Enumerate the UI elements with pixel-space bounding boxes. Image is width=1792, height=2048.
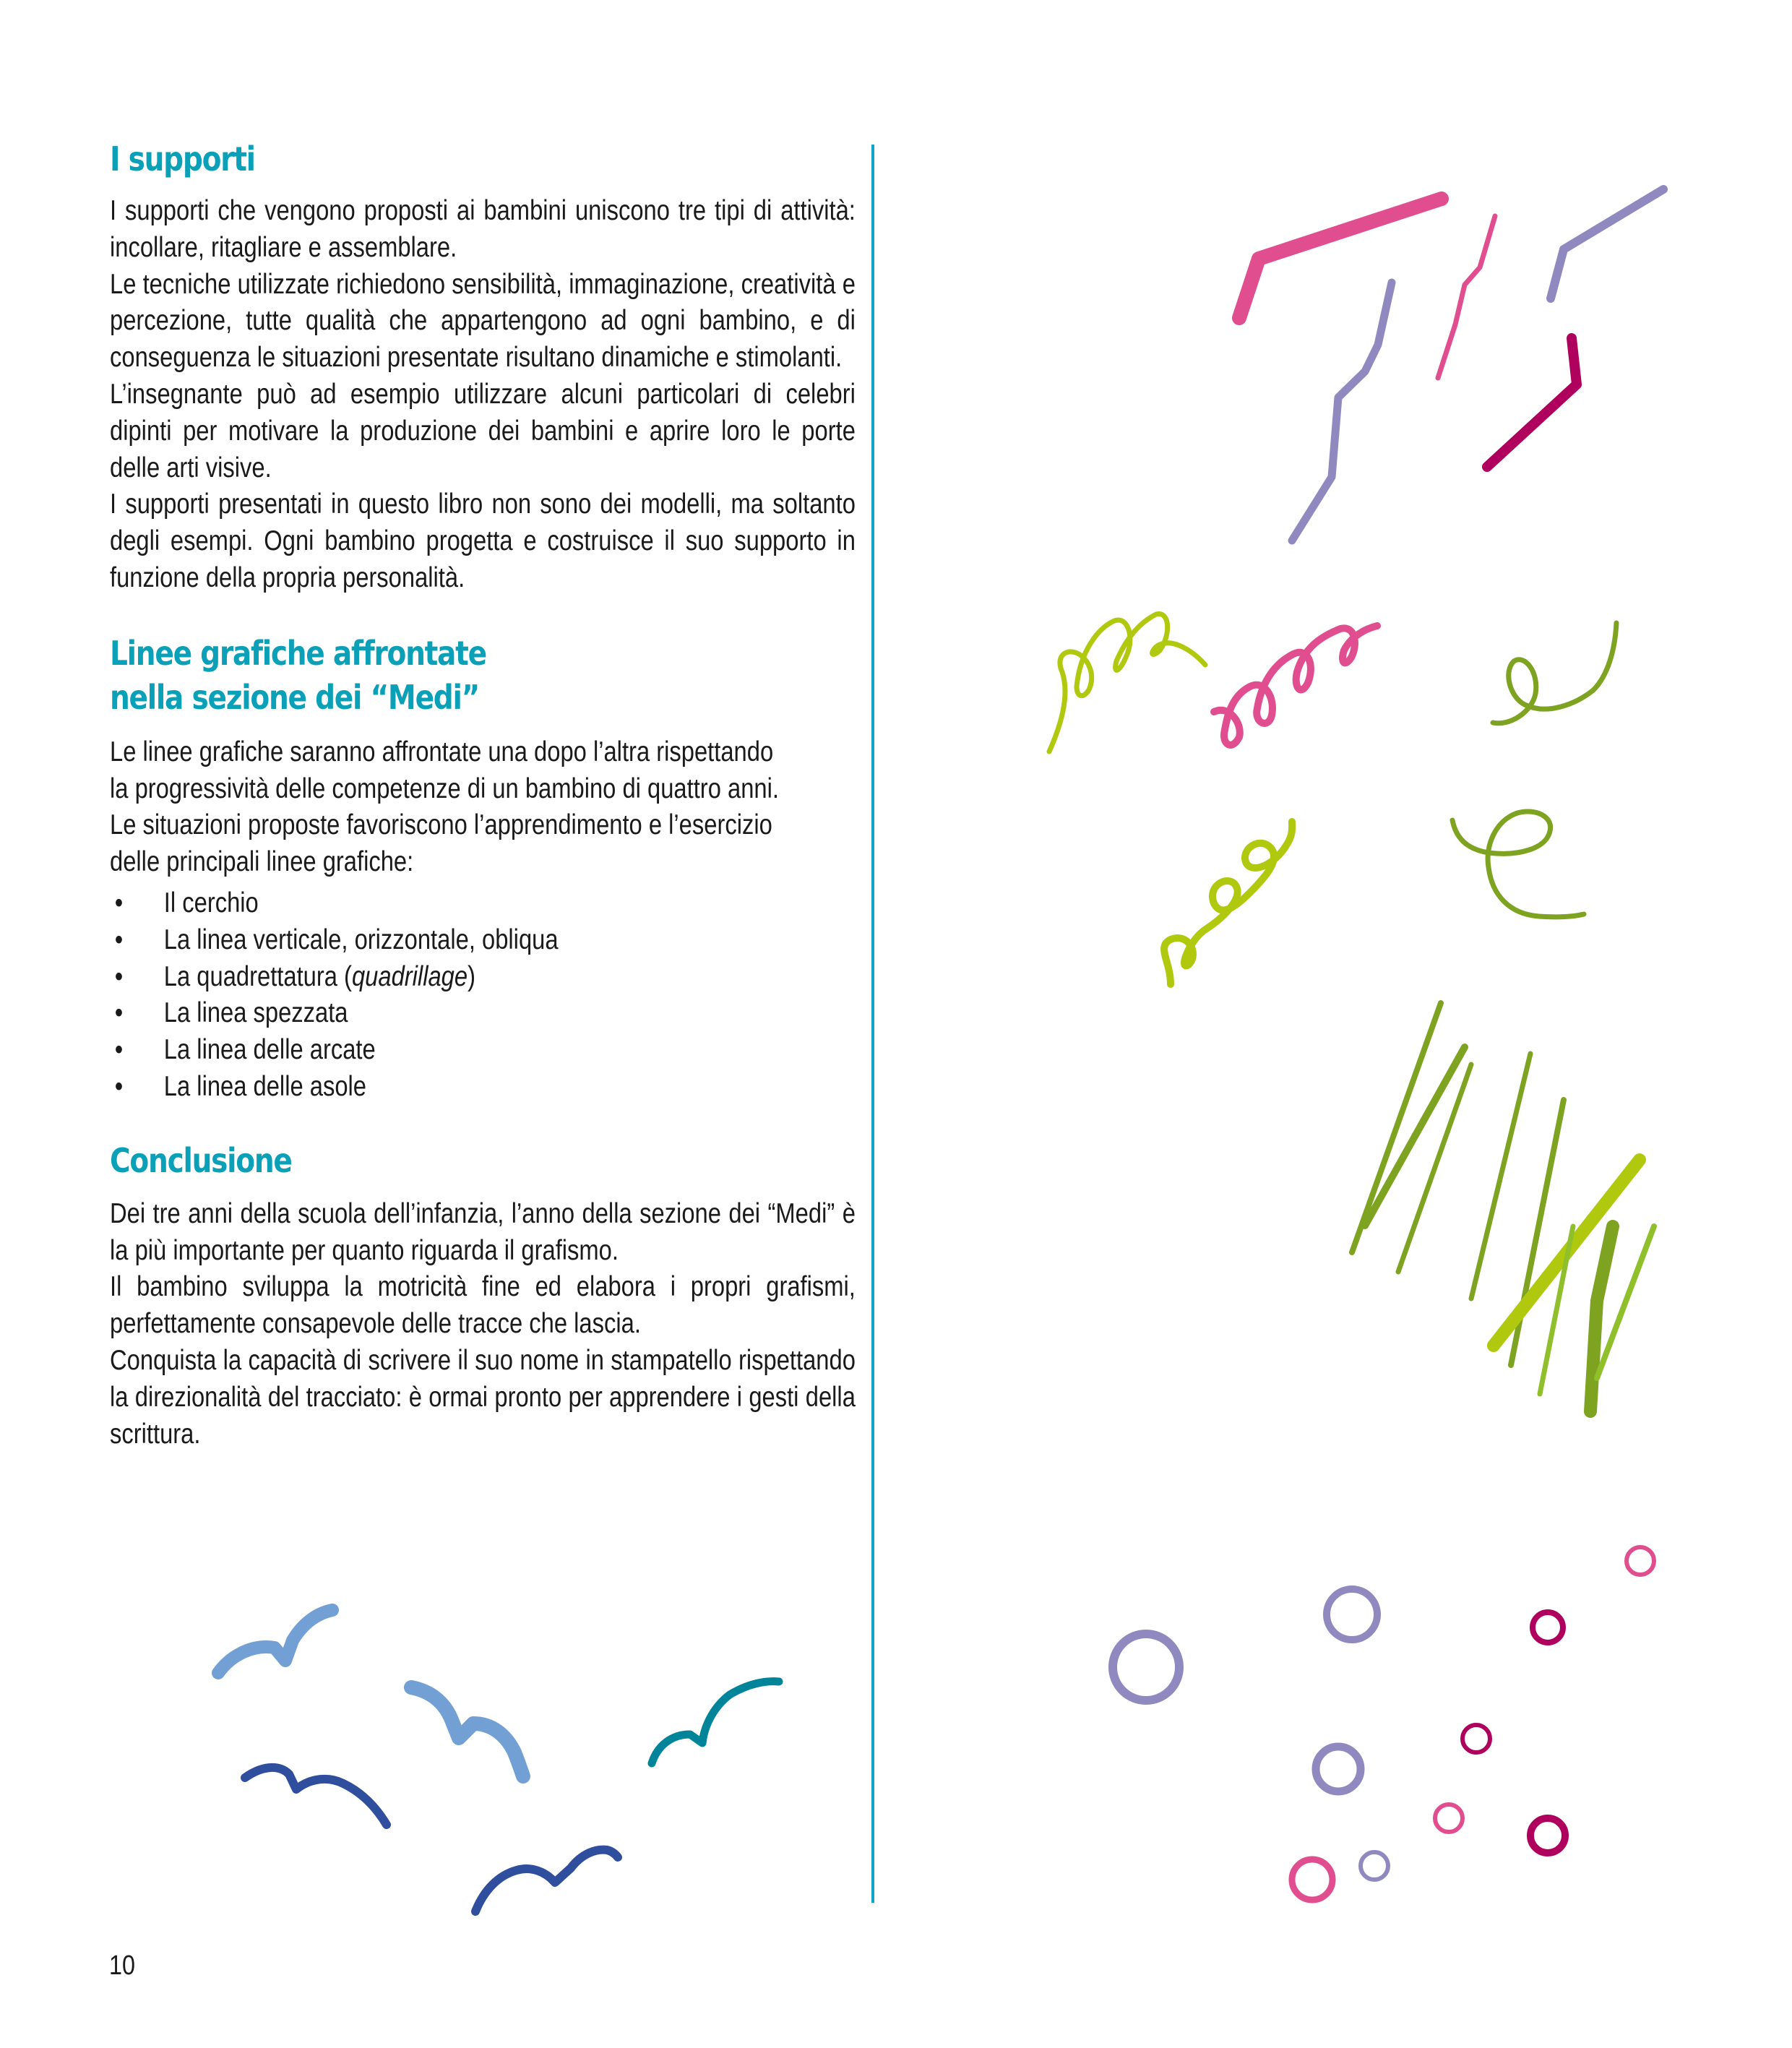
bullet-icon: • <box>114 924 124 955</box>
magenta-broken-line <box>1487 338 1577 467</box>
paragraph: L’insegnante può ad esempio utilizzare alcuni particolari di celebri dipinti per motivare la produzione dei bambini e aprire loro le porte delle arti visive. <box>110 378 856 483</box>
bird-light-blue <box>218 1610 332 1673</box>
list-item-italic: quadrillage <box>351 960 468 992</box>
olive-loops <box>1493 623 1616 723</box>
heading-supporti: I supporti <box>110 139 255 178</box>
list-item-text: La linea verticale, orizzontale, obliqua <box>163 924 559 955</box>
bullet-icon: • <box>114 1034 124 1066</box>
section-conclusione <box>110 1139 856 1453</box>
text-body <box>110 137 856 1453</box>
oblique-lines-illustration <box>1352 1003 1654 1411</box>
list-item <box>110 959 856 996</box>
birds-illustration <box>218 1610 779 1911</box>
list-item <box>110 1069 856 1106</box>
list-item <box>110 922 856 959</box>
bullet-list <box>110 885 856 1106</box>
pink-thin-zigzag-line <box>1438 216 1495 378</box>
heading-line: nella sezione dei “Medi” <box>110 677 480 717</box>
lime-lower-loops <box>1164 822 1292 984</box>
bird-dark-blue <box>475 1850 618 1911</box>
paragraph: Conquista la capacità di scrivere il suo nome in stampatello rispettando la direzionalità del tracciato: è ormai pronto per apprendere i gesti della scrittura. <box>110 1344 856 1450</box>
oblique-line <box>1365 1047 1465 1226</box>
heading-conclusione: Conclusione <box>110 1140 292 1180</box>
section-supporti <box>110 137 856 597</box>
oblique-line <box>1511 1100 1564 1365</box>
bullet-icon: • <box>114 960 124 992</box>
oblique-line <box>1597 1226 1654 1378</box>
paragraph: Le tecniche utilizzate richiedono sensibilità, immaginazione, creatività e percezione, tutte qualità che appartengono ad ogni bambino, e di conseguenza le situazioni presentate risultano dinamiche e stimolanti. <box>110 268 856 374</box>
pink-broken-line <box>1239 199 1442 318</box>
circle <box>1533 1612 1563 1643</box>
list-item <box>110 885 856 922</box>
paragraph: Il bambino sviluppa la motricità fine ed elabora i propri grafismi, perfettamente consapevole delle tracce che lascia. <box>110 1271 856 1340</box>
list-item <box>110 995 856 1032</box>
bullet-icon: • <box>114 887 124 918</box>
left-column <box>110 137 856 1453</box>
pink-loops <box>1214 626 1377 745</box>
circle <box>1361 1852 1388 1880</box>
heading-line: Linee grafiche affrontate <box>110 633 486 673</box>
paragraph: Dei tre anni della scuola dell’infanzia, l’anno della sezione dei “Medi” è la più importante per quanto riguarda il grafismo. <box>110 1197 856 1266</box>
circle <box>1463 1725 1490 1752</box>
page-number: 10 <box>109 1950 135 1981</box>
oblique-line <box>1352 1003 1441 1252</box>
circle <box>1113 1634 1179 1700</box>
oblique-line <box>1471 1054 1530 1299</box>
text-line: la progressività delle competenze di un bambino di quattro anni. <box>110 773 779 804</box>
bird-teal <box>652 1682 779 1763</box>
lavender-zigzag-line <box>1292 283 1392 541</box>
oblique-line <box>1540 1226 1573 1394</box>
oblique-line-lime <box>1494 1160 1640 1346</box>
bullet-icon: • <box>114 997 124 1029</box>
olive-e-loop <box>1452 812 1584 917</box>
lime-loops <box>1049 614 1205 752</box>
circle <box>1627 1547 1654 1575</box>
text-line: Le linee grafiche saranno affrontate una dopo l’altra rispettando <box>110 736 774 767</box>
lavender-broken-line <box>1551 189 1663 298</box>
circles-illustration <box>1113 1547 1654 1900</box>
text-line: delle principali linee grafiche: <box>110 846 414 878</box>
oblique-line <box>1398 1064 1471 1272</box>
bird-light-blue <box>411 1687 523 1776</box>
text-line: Le situazioni proposte favoriscono l’apprendimento e l’esercizio <box>110 809 772 841</box>
circle <box>1435 1804 1463 1832</box>
loops-illustration <box>1049 614 1616 984</box>
list-item <box>110 1032 856 1069</box>
list-item-text: Il cerchio <box>163 887 259 918</box>
circle <box>1327 1589 1377 1640</box>
broken-lines-illustration <box>1239 189 1663 541</box>
section-linee-grafiche <box>110 632 856 1106</box>
paragraph: I supporti che vengono proposti ai bambini uniscono tre tipi di attività: incollare, ritagliare e assemblare. <box>110 195 856 263</box>
list-item-text: La linea delle asole <box>163 1070 366 1102</box>
column-divider <box>871 145 874 1903</box>
list-item-text: La linea spezzata <box>163 997 348 1029</box>
list-item-text: La quadrettatura ( <box>163 960 352 992</box>
bird-dark-blue <box>245 1768 387 1825</box>
circle <box>1316 1747 1361 1791</box>
bullet-icon: • <box>114 1070 124 1102</box>
oblique-line-thick <box>1590 1226 1613 1411</box>
circle <box>1530 1818 1565 1853</box>
paragraph: I supporti presentati in questo libro non sono dei modelli, ma soltanto degli esempi. Ogni bambino progetta e costruisce il suo supporto in funzione della propria personalità. <box>110 489 856 593</box>
paragraph <box>110 734 856 881</box>
heading-linee-grafiche <box>110 632 856 720</box>
list-item-text-after: ) <box>468 960 475 992</box>
circle <box>1292 1859 1332 1900</box>
list-item-text: La linea delle arcate <box>163 1034 376 1066</box>
